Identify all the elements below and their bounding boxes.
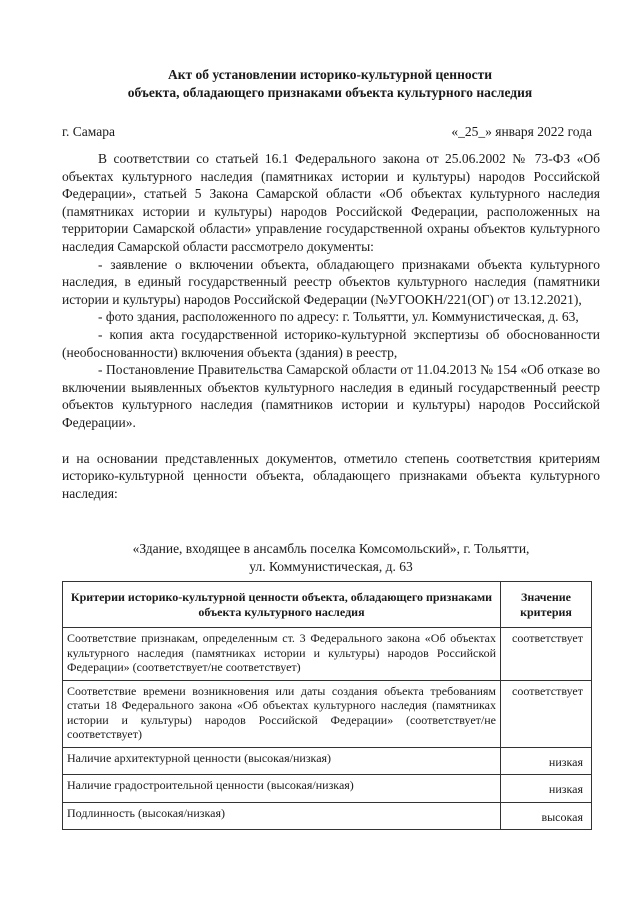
value-cell: низкая: [501, 747, 592, 775]
criterion-cell: Подлинность (высокая/низкая): [63, 802, 501, 830]
value-cell: низкая: [501, 775, 592, 803]
document-list-item: - Постановление Правительства Самарской области от 11.04.2013 № 154 «Об отказе во включении выявленных объектов культурного наследия в единый государственный реестр объектов культурного наследия (памятников истории и культуры) народов Российской Федерации».: [62, 362, 600, 430]
criterion-cell: Наличие архитектурной ценности (высокая/низкая): [63, 747, 501, 775]
criterion-cell: Соответствие признакам, определенным ст. 3 Федерального закона «Об объектах культурного наследия (памятниках истории и культуры) народов Российской Федерации» (соответствует/не соответствует): [63, 628, 501, 681]
criterion-cell: Наличие градостроительной ценности (высокая/низкая): [63, 775, 501, 803]
object-name: [62, 540, 600, 576]
table-header-row: [63, 582, 592, 628]
document-list-item: - копия акта государственной историко-культурной экспертизы об обоснованности (необоснованности) включения объекта (здания) в реестр,: [62, 326, 600, 360]
title-line-2: объекта, обладающего признаками объекта культурного наследия: [127, 85, 533, 100]
table-row: [63, 802, 592, 830]
table-row: [63, 747, 592, 775]
table-row: [63, 775, 592, 803]
header-value: Значение критерия: [501, 582, 592, 628]
table-row: [63, 680, 592, 747]
document-list-item: - заявление о включении объекта, обладающего признаками объекта культурного наследия, в единый государственный реестр объектов культурного наследия (памятники истории и культуры) народов Российской Федерации (№УГООКН/221(ОГ) от 13.12.2021),: [62, 256, 600, 307]
basis-paragraph: и на основании представленных документов, отметило степень соответствия критериям историко-культурной ценности объекта, обладающего признаками объекта культурного наследия:: [62, 450, 600, 501]
value-cell: высокая: [501, 802, 592, 830]
table-row: [63, 628, 592, 681]
document-date: «_25_» января 2022 года: [451, 124, 592, 139]
value-cell: соответствует: [501, 680, 592, 747]
intro-paragraph: В соответствии со статьей 16.1 Федерального закона от 25.06.2002 № 73-ФЗ «Об объектах культурного наследия (памятниках истории и культуры) народов Российской Федерации», статьей 5 Закона Самарской области «Об объектах культурного наследия (памятниках истории и культуры) народов Российской Федерации, расположенных на территории Самарской области» управление государственной охраны объектов культурного наследия Самарской области рассмотрело документы:: [62, 151, 600, 254]
object-name-line-2: ул. Коммунистическая, д. 63: [249, 559, 413, 574]
header-criteria: Критерии историко-культурной ценности объекта, обладающего признаками объекта культурного наследия: [63, 582, 501, 628]
criteria-table: [62, 581, 592, 830]
document-body: [62, 150, 600, 502]
criterion-cell: Соответствие времени возникновения или даты создания объекта требованиям статьи 18 Федерального закона «Об объектах культурного наследия (памятниках истории и культуры) народов Российской Федерации» (соответствует/не соответствует): [63, 680, 501, 747]
document-title: [60, 66, 600, 102]
value-cell: соответствует: [501, 628, 592, 681]
document-list-item: - фото здания, расположенного по адресу: г. Тольятти, ул. Коммунистическая, д. 63,: [98, 309, 579, 325]
city: г. Самара: [62, 124, 115, 139]
title-line-1: Акт об установлении историко-культурной ценности: [167, 67, 493, 82]
object-name-line-1: «Здание, входящее в ансамбль поселка Комсомольский», г. Тольятти,: [132, 541, 530, 556]
